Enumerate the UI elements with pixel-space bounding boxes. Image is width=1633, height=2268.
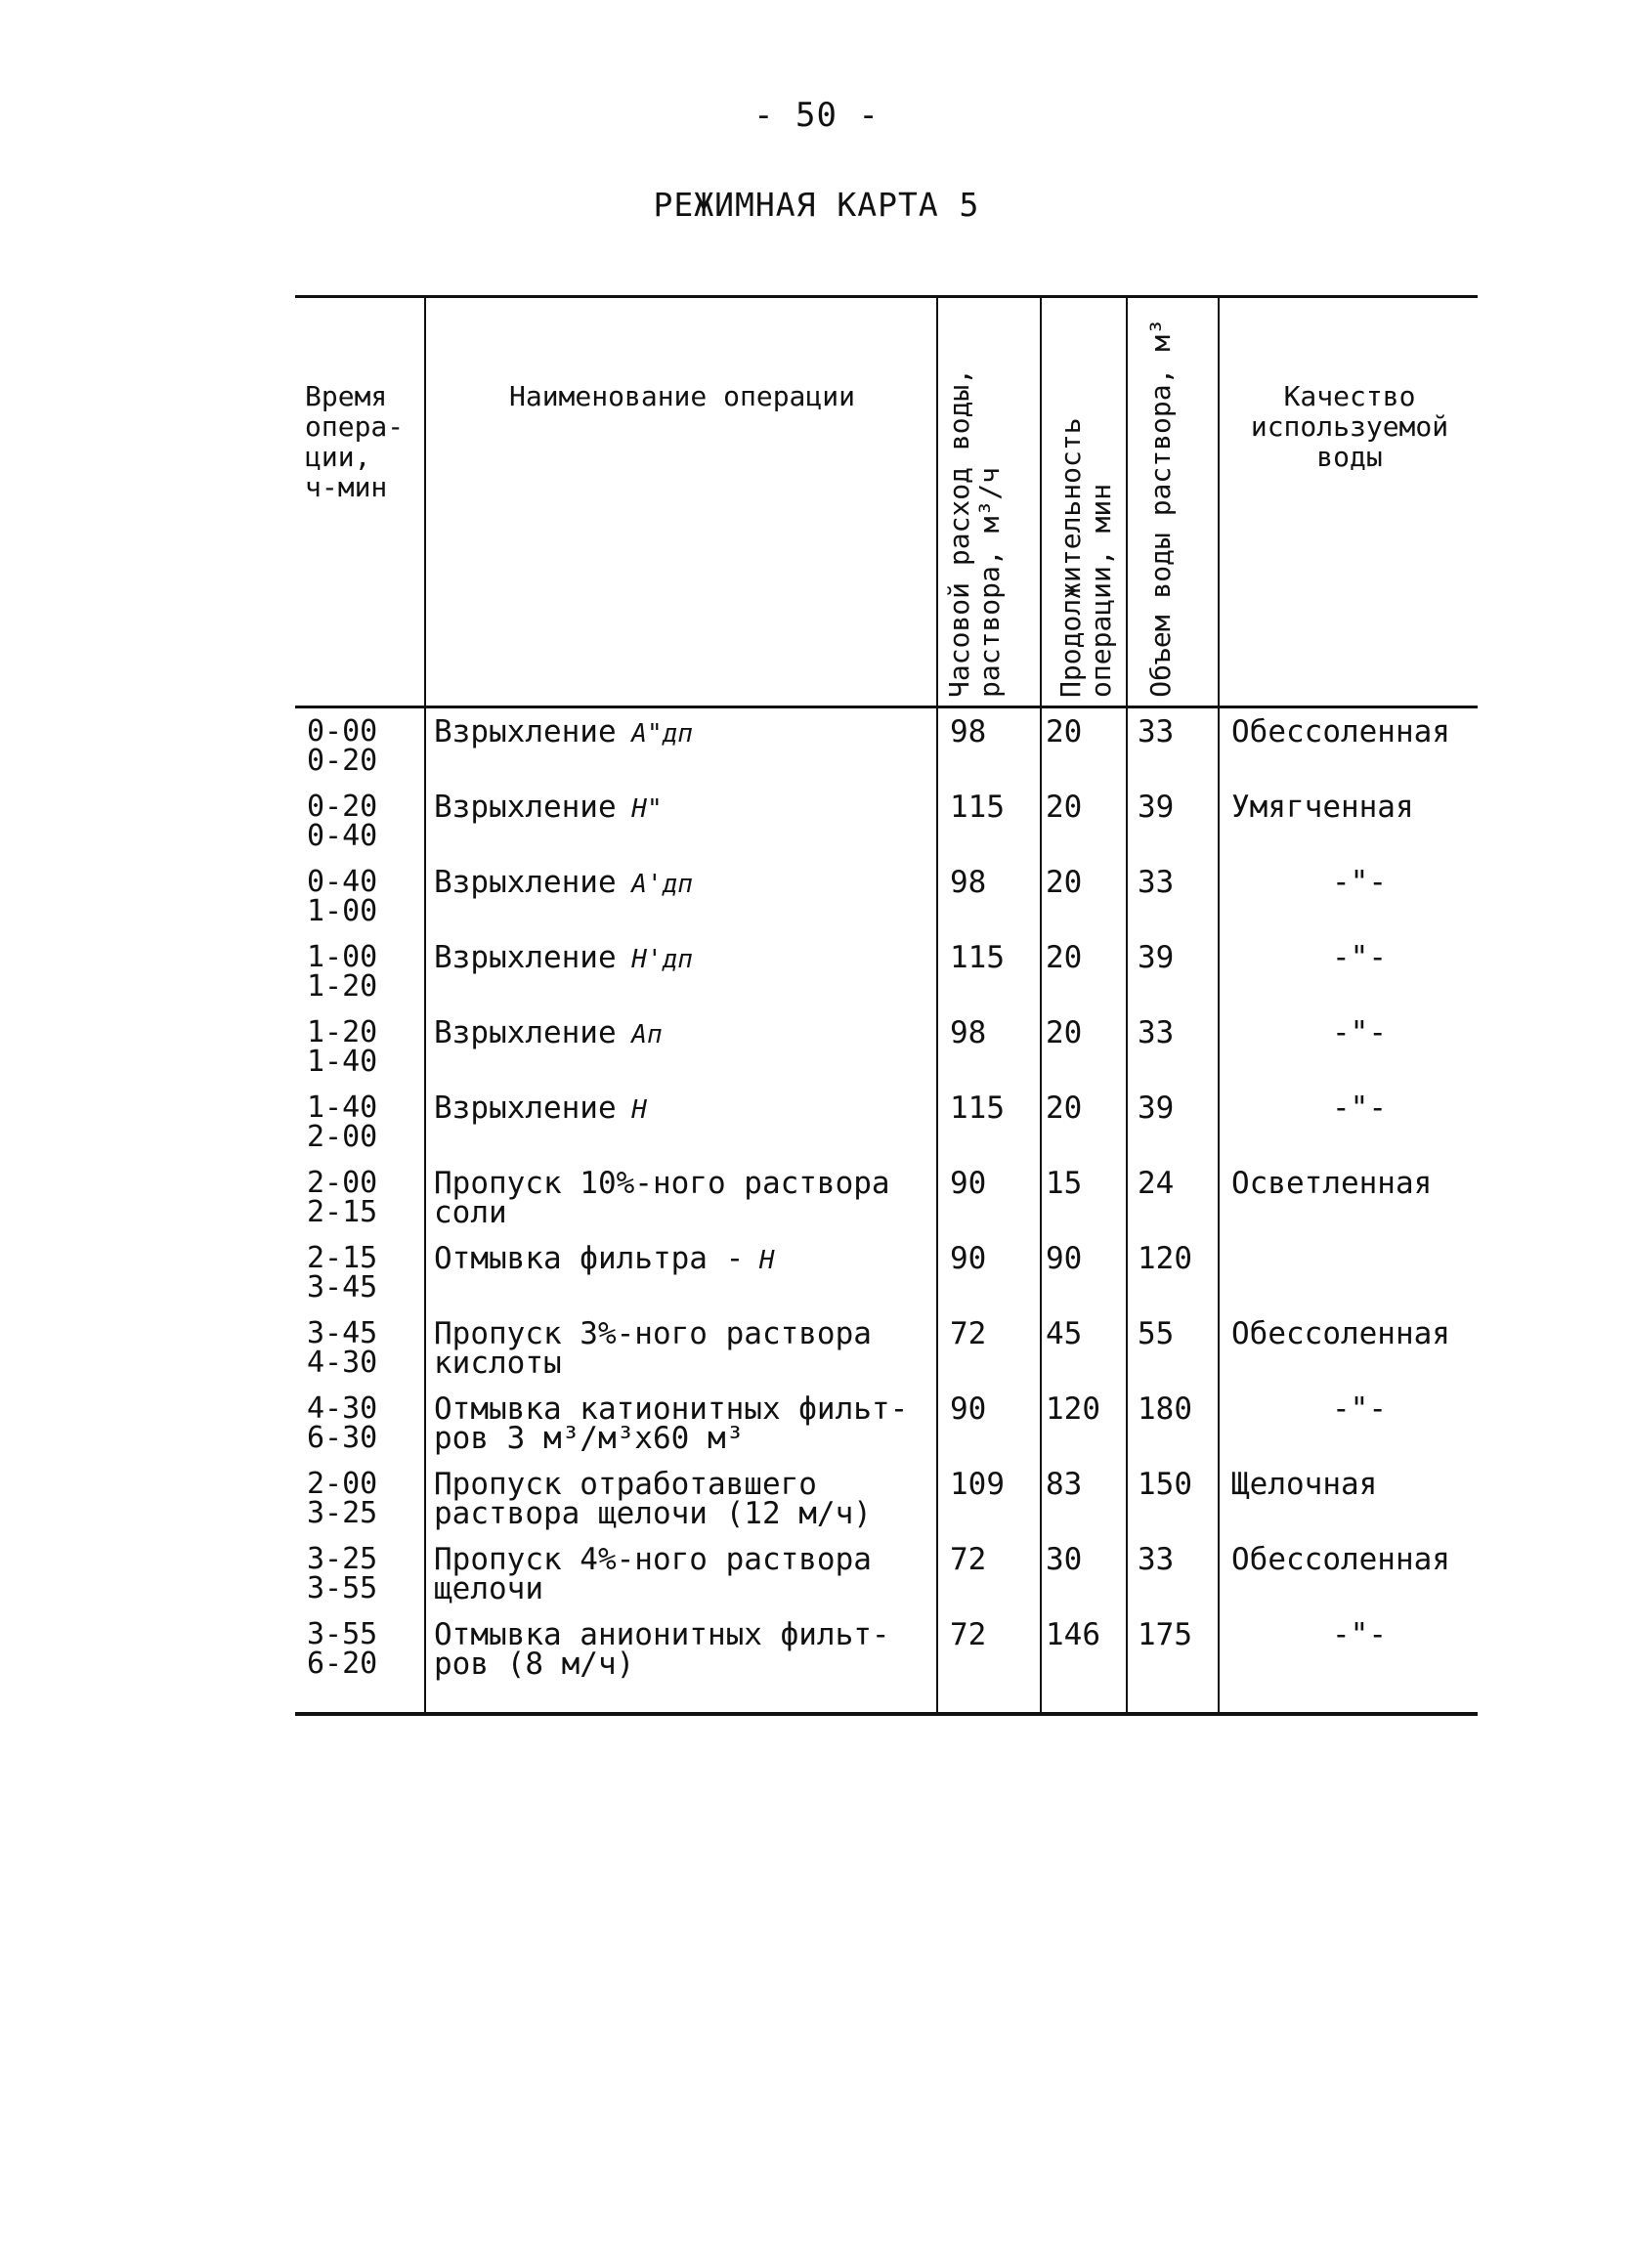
- operation-text: Взрыхление: [434, 1015, 617, 1050]
- cell-time: 1-20 1-40: [307, 1015, 378, 1079]
- cell-flow: 98: [950, 714, 987, 749]
- table-row: [295, 1542, 1478, 1620]
- operation-text: Отмывка анионитных фильт- ров (8 м/ч): [434, 1617, 890, 1682]
- operation-text: Пропуск 10%-ного раствора соли: [434, 1166, 890, 1230]
- table-row: [295, 1241, 1478, 1319]
- table-row: [295, 1166, 1478, 1244]
- cell-quality: -"-: [1332, 1091, 1387, 1126]
- cell-duration: 45: [1046, 1316, 1083, 1351]
- page-number: - 50 -: [753, 96, 880, 135]
- operation-text: Взрыхление: [434, 790, 617, 825]
- cell-volume: 55: [1138, 1316, 1175, 1351]
- table-row: [295, 1467, 1478, 1545]
- operation-symbol: А'дп: [616, 870, 693, 899]
- cell-volume: 33: [1138, 1015, 1175, 1050]
- operation-text: Взрыхление: [434, 865, 617, 900]
- operation-text: Пропуск 4%-ного раствора щелочи: [434, 1542, 872, 1606]
- table-body: [295, 714, 1478, 1695]
- page-title: РЕЖИМНАЯ КАРТА 5: [653, 186, 980, 224]
- cell-time: 2-00 3-25: [307, 1467, 378, 1530]
- cell-operation: [434, 1015, 934, 1050]
- operation-symbol: Ап: [616, 1020, 663, 1049]
- header-name: Наименование операции: [508, 380, 855, 412]
- operation-symbol: Н": [616, 794, 663, 824]
- cell-quality: -"-: [1332, 865, 1387, 900]
- cell-operation: [434, 1467, 934, 1531]
- cell-flow: 72: [950, 1316, 987, 1351]
- table-bottom-rule: [295, 1712, 1478, 1716]
- cell-time: 0-00 0-20: [307, 714, 378, 778]
- cell-volume: 150: [1138, 1467, 1192, 1502]
- cell-time: 3-45 4-30: [307, 1316, 378, 1380]
- cell-time: 3-55 6-20: [307, 1617, 378, 1681]
- cell-operation: [434, 1241, 934, 1276]
- operation-symbol: Н: [616, 1095, 647, 1125]
- operation-symbol: А"дп: [616, 719, 693, 749]
- table-row: [295, 865, 1478, 943]
- cell-operation: [434, 1316, 934, 1381]
- cell-volume: 180: [1138, 1391, 1192, 1427]
- cell-quality: -"-: [1332, 1617, 1387, 1652]
- cell-time: 0-20 0-40: [307, 790, 378, 853]
- operation-text: Отмывка фильтра -: [434, 1241, 745, 1276]
- table-row: [295, 714, 1478, 792]
- operation-symbol: Н: [744, 1246, 775, 1275]
- operation-text: Пропуск отработавшего раствора щелочи (12 м/ч): [434, 1467, 872, 1531]
- header-flow: [940, 305, 1042, 706]
- cell-flow: 98: [950, 1015, 987, 1050]
- cell-operation: [434, 940, 934, 975]
- cell-flow: 90: [950, 1241, 987, 1276]
- cell-operation: [434, 865, 934, 900]
- cell-flow: 90: [950, 1166, 987, 1201]
- cell-flow: 115: [950, 790, 1005, 825]
- cell-volume: 33: [1138, 865, 1175, 900]
- cell-quality: -"-: [1332, 940, 1387, 975]
- cell-volume: 33: [1138, 714, 1175, 749]
- cell-quality: Обессоленная: [1231, 1316, 1450, 1351]
- cell-operation: [434, 1093, 934, 1125]
- cell-operation: [434, 1542, 934, 1606]
- cell-time: 1-00 1-20: [307, 940, 378, 1004]
- cell-quality: Обессоленная: [1231, 714, 1450, 749]
- cell-duration: 90: [1046, 1241, 1083, 1276]
- cell-duration: 30: [1046, 1542, 1083, 1577]
- cell-flow: 90: [950, 1391, 987, 1427]
- table-row: [295, 1316, 1478, 1394]
- cell-duration: 20: [1046, 1015, 1083, 1050]
- operation-text: Отмывка катионитных фильт- ров 3 м³/м³х60 м³: [434, 1391, 909, 1456]
- cell-duration: 20: [1046, 940, 1083, 975]
- header-volume: [1132, 305, 1222, 706]
- cell-duration: 20: [1046, 790, 1083, 825]
- table-row: [295, 940, 1478, 1018]
- header-volume-text: Объем воды раствора, м³: [1144, 319, 1177, 698]
- cell-flow: 109: [950, 1467, 1005, 1502]
- cell-flow: 115: [950, 940, 1005, 975]
- cell-time: 2-15 3-45: [307, 1241, 378, 1305]
- cell-time: 3-25 3-55: [307, 1542, 378, 1605]
- operation-text: Взрыхление: [434, 940, 617, 975]
- cell-flow: 98: [950, 865, 987, 900]
- cell-volume: 33: [1138, 1542, 1175, 1577]
- operation-symbol: Н'дп: [616, 945, 693, 974]
- cell-duration: 120: [1046, 1391, 1100, 1427]
- cell-quality: Умягченная: [1231, 790, 1414, 825]
- cell-duration: 20: [1046, 865, 1083, 900]
- cell-volume: 175: [1138, 1617, 1192, 1652]
- cell-quality: Обессоленная: [1231, 1542, 1450, 1577]
- table-row: [295, 792, 1478, 868]
- table-row: [295, 1391, 1478, 1470]
- header-time-text: Время опера- ции, ч-мин: [305, 380, 405, 503]
- cell-flow: 72: [950, 1617, 987, 1652]
- cell-flow: 115: [950, 1091, 1005, 1126]
- cell-duration: 146: [1046, 1617, 1100, 1652]
- cell-quality: -"-: [1332, 1015, 1387, 1050]
- cell-time: 1-40 2-00: [307, 1091, 378, 1154]
- cell-time: 0-40 1-00: [307, 865, 378, 928]
- cell-volume: 120: [1138, 1241, 1192, 1276]
- header-quality: Качество используемой воды: [1250, 380, 1449, 473]
- cell-quality: -"-: [1332, 1391, 1387, 1427]
- cell-duration: 83: [1046, 1467, 1083, 1502]
- operation-text: Взрыхление: [434, 1091, 617, 1126]
- header-flow-text: Часовой расход воды, раствора, м³/ч: [943, 367, 1006, 698]
- cell-quality: Щелочная: [1231, 1467, 1378, 1502]
- header-duration: [1046, 305, 1128, 706]
- cell-time: 4-30 6-30: [307, 1391, 378, 1455]
- cell-volume: 39: [1138, 940, 1175, 975]
- operation-text: Пропуск 3%-ного раствора кислоты: [434, 1316, 872, 1381]
- cell-operation: [434, 1617, 934, 1682]
- cell-volume: 39: [1138, 790, 1175, 825]
- cell-volume: 39: [1138, 1091, 1175, 1126]
- cell-duration: 15: [1046, 1166, 1083, 1201]
- table-row: [295, 1093, 1478, 1169]
- cell-volume: 24: [1138, 1166, 1175, 1201]
- header-duration-text: Продолжительность операции, мин: [1054, 417, 1117, 698]
- cell-operation: [434, 714, 934, 749]
- cell-duration: 20: [1046, 1091, 1083, 1126]
- cell-duration: 20: [1046, 714, 1083, 749]
- cell-time: 2-00 2-15: [307, 1166, 378, 1229]
- cell-operation: [434, 1166, 934, 1230]
- regime-table: [295, 295, 1478, 1716]
- cell-flow: 72: [950, 1542, 987, 1577]
- table-row: [295, 1015, 1478, 1093]
- operation-text: Взрыхление: [434, 714, 617, 749]
- cell-operation: [434, 1391, 934, 1456]
- cell-operation: [434, 792, 934, 824]
- table-row: [295, 1617, 1478, 1695]
- cell-quality: Осветленная: [1231, 1166, 1433, 1201]
